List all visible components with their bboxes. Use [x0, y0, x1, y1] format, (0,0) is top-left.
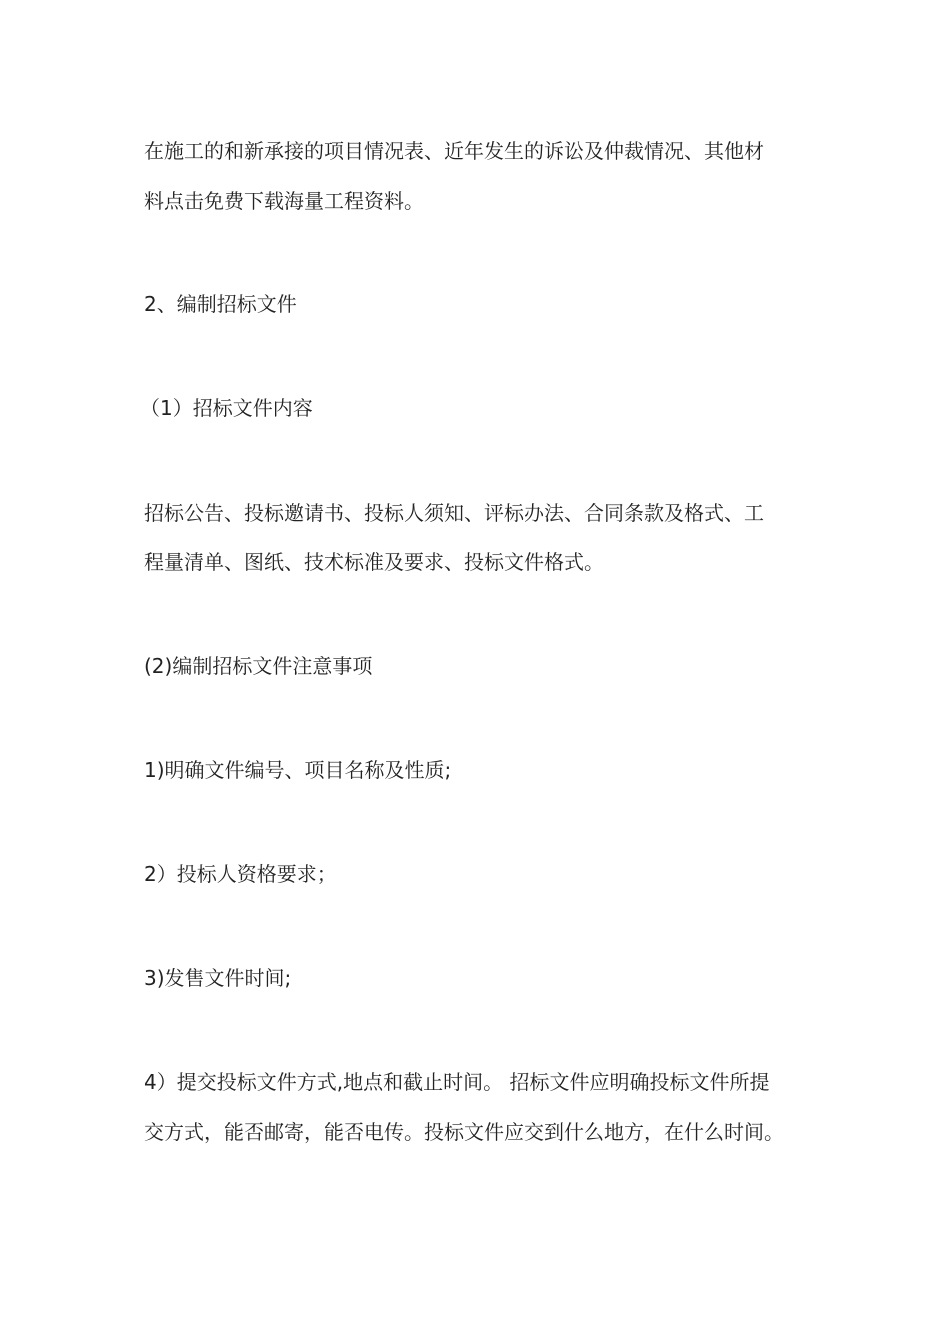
paragraph-line: 程量清单、图纸、技术标准及要求、投标文件格式。	[144, 550, 604, 574]
paragraph-line: 招标公告、投标邀请书、投标人须知、评标办法、合同条款及格式、工	[144, 501, 764, 525]
subsection-heading: (2)编制招标文件注意事项	[144, 654, 373, 678]
section-heading: 2、编制招标文件	[144, 292, 297, 316]
paragraph-line: 料点击免费下载海量工程资料。	[144, 189, 424, 213]
list-item-continuation: 交方式，能否邮寄，能否电传。投标文件应交到什么地方，在什么时间。	[144, 1120, 784, 1144]
paragraph-line: 在施工的和新承接的项目情况表、近年发生的诉讼及仲裁情况、其他材	[144, 139, 764, 163]
subsection-heading: （1）招标文件内容	[140, 396, 313, 420]
list-item: 4）提交投标文件方式,地点和截止时间。 招标文件应明确投标文件所提	[144, 1070, 770, 1094]
list-item: 3)发售文件时间;	[144, 966, 292, 990]
list-item: 2）投标人资格要求；	[144, 862, 337, 886]
list-item: 1)明确文件编号、项目名称及性质;	[144, 758, 452, 782]
